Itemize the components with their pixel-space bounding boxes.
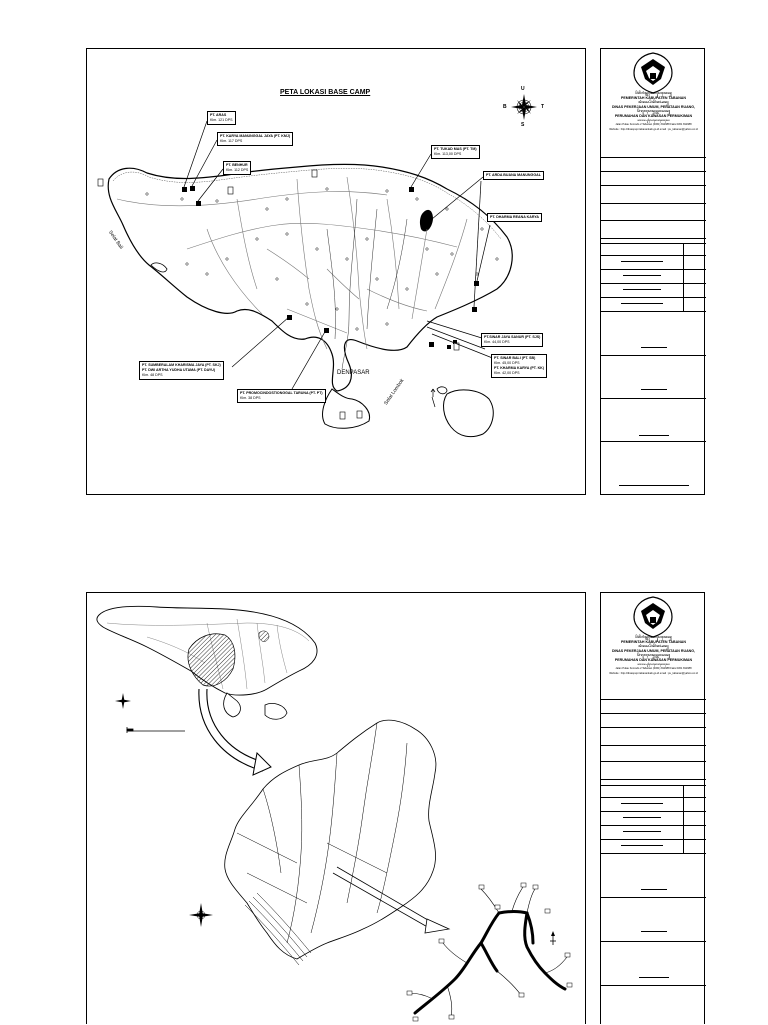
map-title: PETA LOKASI BASE CAMP [280,89,371,96]
basecamp-label: PT. TUKAD MAS (PT. TM) Klm. 113,00 DPS [431,145,480,159]
compass-w: B [503,104,507,110]
sea-label-east: Selat Lombok [383,377,406,407]
letterhead: ꦥꦼꦩꦼꦫꦶꦤ꧀ꦠꦃꦏꦧꦸꦥꦠꦺꦤ꧀ PEMERINTAH KABUPATEN TABANAN ꦢꦶꦤꦱ꧀ꦥꦼꦏꦼꦂꦗꦄꦤ꧀ DINAS PEKERJAAN UMUM, PENATAAN RUANG, ꦥꦼꦫꦸꦩꦃꦲꦤ꧀ꦢꦤ꧀ꦏꦮꦱꦤ꧀ PERUMAHAN DAN KAWASAN PERMUKIMAN ꦗꦭꦤ꧀ꦥꦸꦭꦻꦏꦺꦴꦩꦺꦴꦢꦺꦴ Jalan Pulau Komodo 2 Tabanan (0361) 811688 Faks 0361 811688 Website : http://dinaspupr.tabanankab.go.id email : pu_tabanan@yahoo.co.id [609,635,698,675]
basecamp-label: PT. ARAS Klm. 121 DPS [207,111,236,125]
title-block [600,592,705,1024]
bali-island-map [87,49,587,496]
compass-e: T [541,104,545,110]
north-arrow-icon [115,693,131,709]
base-camp-map-sheet [86,48,586,495]
compass-n: U [521,86,525,92]
north-arrow-icon [189,903,213,927]
compass-s: S [521,122,525,128]
basecamp-label: PT. SINAR BALI (PT. SB) Klm. 45,00 DPS PT. KHARMA KARYA (PT. KK) Klm. 42,00 DPS [491,354,547,378]
title-block [600,48,705,495]
basecamp-label: PT. ARDA BUANA MANUNGGAL [483,171,544,180]
basecamp-label: PT. BENHUR Klm. 112 DPS [223,161,251,175]
basecamp-label: PT. DHARMA REANA KARYA [487,213,542,222]
watershed-map [87,593,587,1025]
north-arrow-icon [511,94,537,120]
basecamp-label: PT. PROMOCINDOSTIONGGAL TARUNA (PT. PT) Klm. 38 DPS [237,389,326,403]
letterhead: ꦥꦼꦩꦼꦫꦶꦤ꧀ꦠꦃꦏꦧꦸꦥꦠꦺꦤ꧀ PEMERINTAH KABUPATEN TABANAN ꦢꦶꦤꦱ꧀ꦥꦼꦏꦼꦂꦗꦄꦤ꧀ DINAS PEKERJAAN UMUM, PENATAAN RUANG, ꦥꦼꦫꦸꦩꦃꦲꦤ꧀ꦢꦤ꧀ꦏꦮꦱꦤ꧀ PERUMAHAN DAN KAWASAN PERMUKIMAN ꦗꦭꦤ꧀ꦥꦸꦭꦻꦏꦺꦴꦩꦺꦴꦢꦺꦴ Jalan Pulau Komodo 2 Tabanan (0361) 811688 Faks 0361 811688 Website : http://dinaspupr.tabanankab.go.id email : pu_tabanan@yahoo.co.id [609,91,698,131]
city-label: DENPASAR [337,370,370,376]
basecamp-label: PT. SUMBERALAM KHARISMA JAYA (PT. SKJ) PT. DWI ARTHA YUDHA UTAMA (PT. DAYU) Klm. 48 DPS [139,361,224,380]
watershed-map-sheet [86,592,586,1024]
north-arrow-icon [550,931,556,945]
sea-label-west: Selat Bali [107,229,125,251]
basecamp-label: PT. KARYA MANUNGGAL JAYA (PT. KMJ) Klm. 117 DPS [217,132,293,146]
basecamp-label: PT.SINAR JAYA SANUR (PT. SJS) Klm. 44,00 DPS [481,333,543,347]
